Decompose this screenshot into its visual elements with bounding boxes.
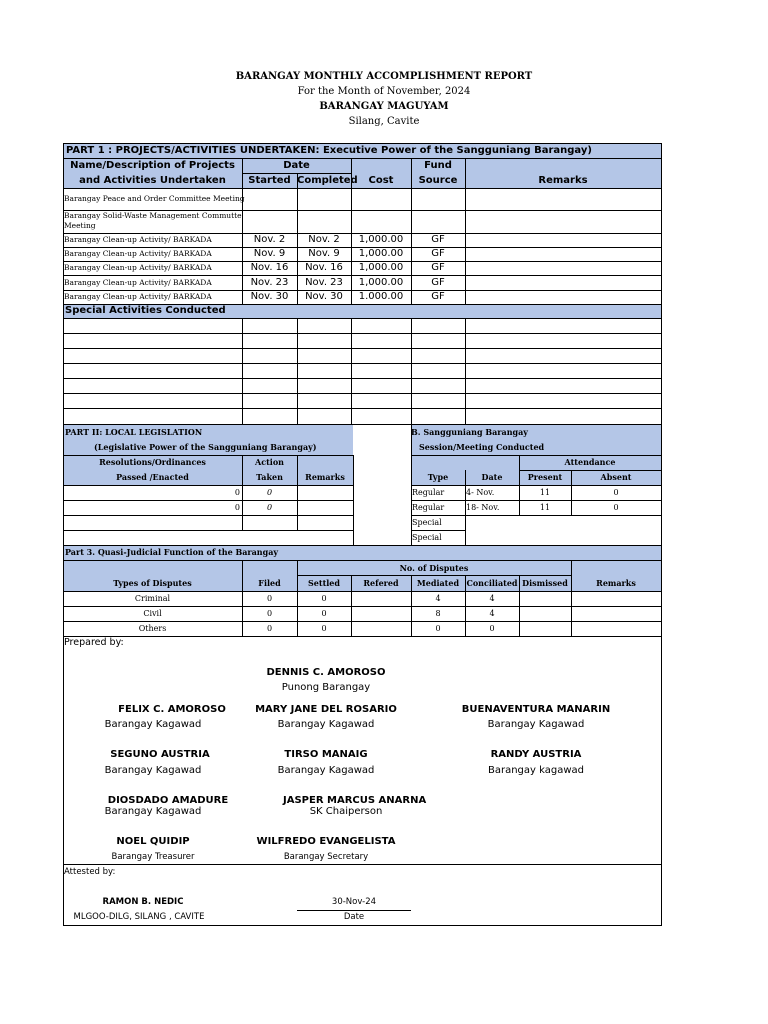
grid-line: [242, 261, 243, 275]
project-remarks: [465, 290, 661, 304]
barangay-location: Silang, Cavite: [348, 116, 420, 127]
project-cost: [351, 188, 411, 210]
session-present: 11: [539, 503, 551, 512]
project-completed: Nov. 30: [305, 291, 343, 302]
project-remarks: [465, 188, 661, 210]
wilfredo-title: Barangay Secretary: [283, 852, 369, 862]
project-completed: Nov. 23: [305, 277, 343, 288]
grid-line: [351, 275, 352, 290]
no-disputes-header: No. of Disputes: [399, 563, 469, 573]
grid-line: [661, 143, 662, 424]
project-remarks: [465, 261, 661, 275]
filed-header: Filed: [258, 578, 281, 588]
project-cost: [351, 210, 411, 233]
project-started: Nov. 30: [250, 291, 289, 302]
types-header: Types of Disputes: [113, 578, 192, 588]
dispute-refered: [351, 621, 411, 636]
dispute-settled: 0: [321, 594, 327, 603]
part2b-subtitle: Session/Meeting Conducted: [419, 442, 545, 452]
dispute-type: Criminal: [134, 594, 171, 603]
grid-line: [353, 455, 354, 545]
grid-line: [242, 247, 243, 261]
col-fund-header: Fund: [424, 160, 452, 171]
project-started: Nov. 23: [250, 277, 289, 288]
grid-line: [411, 530, 465, 531]
project-fund: GF: [431, 262, 445, 273]
grid-line: [63, 318, 661, 319]
dispute-settled: 0: [321, 624, 327, 633]
grid-line: [411, 233, 412, 247]
session-absent: [571, 530, 661, 545]
dismissed-header: Dismissed: [522, 578, 568, 588]
col-remarks-header: Remarks: [538, 175, 588, 186]
grid-line: [465, 363, 466, 378]
seguno-title: Barangay Kagawad: [104, 765, 202, 776]
session-type: Regular: [412, 488, 445, 497]
grid-line: [465, 158, 466, 188]
project-completed: Nov. 9: [308, 248, 340, 259]
project-fund: [411, 210, 465, 233]
felix-name: FELIX C. AMOROSO: [118, 704, 226, 715]
grid-line: [351, 188, 352, 210]
grid-line: [465, 318, 466, 333]
grid-line: [297, 408, 298, 424]
project-cost: 1,000.00: [358, 234, 404, 245]
grid-line: [411, 363, 412, 378]
project-started: Nov. 9: [253, 248, 286, 259]
project-started: [242, 188, 297, 210]
col-fund-header: Source: [418, 175, 458, 186]
project-name: Barangay Clean-up Activity/ BARKADA: [64, 263, 212, 272]
grid-line: [411, 393, 412, 408]
grid-line: [63, 424, 64, 545]
punong-name: DENNIS C. AMOROSO: [266, 667, 386, 678]
noel-title: Barangay Treasurer: [111, 852, 195, 862]
grid-line: [465, 333, 466, 348]
dispute-filed: 0: [266, 624, 273, 633]
res-header: Resolutions/Ordinances: [99, 457, 206, 467]
grid-line: [242, 210, 243, 233]
special-activities-title: Special Activities Conducted: [65, 305, 226, 316]
dispute-dismissed: [519, 591, 571, 606]
project-cost: 1.000.00: [358, 291, 404, 302]
session-present: [519, 515, 571, 530]
mj-title: Barangay Kagawad: [277, 719, 375, 730]
grid-line: [242, 275, 243, 290]
part1-title: PART 1 : PROJECTS/ACTIVITIES UNDERTAKEN: Executive Power of the Sangguniang Barangay): [66, 145, 592, 156]
grid-line: [351, 393, 352, 408]
grid-line: [465, 247, 466, 261]
dispute-mediated: 8: [435, 609, 441, 618]
grid-line: [63, 363, 661, 364]
grid-line: [465, 348, 466, 363]
grid-line: [411, 275, 412, 290]
grid-line: [297, 188, 298, 210]
refered-header: Refered: [363, 578, 399, 588]
session-absent: 0: [613, 488, 619, 497]
grid-line: [351, 247, 352, 261]
grid-line: [242, 408, 243, 424]
conciliated-header: Conciliated: [466, 578, 518, 588]
dispute-type: Civil: [143, 609, 162, 618]
project-name: Meeting: [64, 221, 96, 230]
grid-line: [63, 424, 661, 425]
dispute-filed: 0: [266, 609, 273, 618]
res-action: 0: [266, 488, 273, 497]
grid-line: [297, 318, 298, 333]
grid-line: [465, 275, 466, 290]
dispute-conciliated: 4: [489, 609, 495, 618]
grid-line: [351, 318, 352, 333]
settled-header: Settled: [308, 578, 340, 588]
mj-name: MARY JANE DEL ROSARIO: [255, 704, 397, 715]
res-header: Passed /Enacted: [116, 472, 189, 482]
grid-line: [63, 530, 353, 531]
grid-line: [297, 233, 298, 247]
project-fund: GF: [431, 234, 445, 245]
project-completed: [297, 188, 351, 210]
grid-line: [242, 333, 243, 348]
felix-title: Barangay Kagawad: [104, 719, 202, 730]
project-remarks: [465, 275, 661, 290]
part2-title: PART II: LOCAL LEGISLATION: [65, 427, 203, 437]
grid-line: [63, 333, 661, 334]
grid-line: [411, 247, 412, 261]
grid-line: [661, 424, 662, 545]
grid-line: [411, 333, 412, 348]
remarks-header: Remarks: [305, 472, 345, 482]
grid-line: [297, 290, 298, 304]
grid-line: [242, 233, 243, 247]
remarks-header: Remarks: [596, 578, 636, 588]
project-cost: 1,000.00: [358, 277, 404, 288]
grid-line: [465, 393, 466, 408]
grid-line: [297, 247, 298, 261]
grid-line: [297, 910, 411, 911]
dispute-dismissed: [519, 606, 571, 621]
grid-line: [351, 378, 352, 393]
grid-line: [411, 188, 412, 210]
dispute-refered: [351, 591, 411, 606]
project-cost: 1,000.00: [358, 248, 404, 259]
buena-title: Barangay Kagawad: [487, 719, 585, 730]
part2b-title: B. Sangguniang Barangay: [411, 427, 528, 437]
grid-line: [297, 348, 298, 363]
project-remarks: [465, 247, 661, 261]
dispute-mediated: 0: [435, 624, 441, 633]
grid-line: [242, 188, 243, 210]
tirso-name: TIRSO MANAIG: [284, 749, 368, 760]
grid-line: [465, 378, 466, 393]
grid-line: [242, 363, 243, 378]
project-started: Nov. 16: [250, 262, 289, 273]
grid-line: [242, 348, 243, 363]
grid-line: [411, 515, 661, 516]
barangay-name: BARANGAY MAGUYAM: [319, 101, 449, 112]
session-present: [519, 530, 571, 545]
grid-line: [411, 210, 412, 233]
col-date-header: Date: [283, 160, 310, 171]
grid-line: [411, 158, 412, 188]
project-name: Barangay Clean-up Activity/ BARKADA: [64, 278, 212, 287]
res-passed: 0: [234, 488, 240, 497]
grid-line: [297, 275, 298, 290]
mediated-header: Mediated: [416, 578, 460, 588]
dispute-conciliated: 4: [489, 594, 495, 603]
project-completed: [297, 210, 351, 233]
grid-line: [465, 210, 466, 233]
attendance-header: Attendance: [564, 457, 616, 467]
grid-line: [351, 408, 352, 424]
session-type: Special: [412, 533, 442, 542]
grid-line: [661, 545, 662, 926]
res-action: 0: [266, 503, 273, 512]
project-started: [242, 210, 297, 233]
session-date: [466, 515, 519, 530]
grid-line: [411, 261, 412, 275]
grid-line: [411, 408, 412, 424]
part3-title: Part 3. Quasi-Judicial Function of the Barangay: [65, 547, 279, 557]
dispute-dismissed: [519, 621, 571, 636]
project-name: Barangay Clean-up Activity/ BARKADA: [64, 249, 212, 258]
project-started: Nov. 2: [253, 234, 286, 245]
wilfredo-name: WILFREDO EVANGELISTA: [256, 836, 396, 847]
grid-line: [63, 143, 64, 424]
grid-line: [351, 158, 352, 188]
project-remarks: [465, 210, 661, 233]
grid-line: [297, 393, 298, 408]
ramon-name: RAMON B. NEDIC: [102, 897, 184, 907]
session-present: 11: [539, 488, 551, 497]
grid-line: [465, 233, 466, 247]
jasper-name: JASPER MARCUS ANARNA: [283, 795, 427, 806]
grid-line: [242, 393, 243, 408]
grid-line: [242, 290, 243, 304]
grid-line: [63, 408, 661, 409]
dispute-remarks: [571, 621, 661, 636]
session-date: 4- Nov.: [466, 488, 495, 497]
grid-line: [63, 378, 661, 379]
project-completed: Nov. 2: [308, 234, 340, 245]
grid-line: [297, 210, 298, 233]
dispute-refered: [351, 606, 411, 621]
report-month: For the Month of November, 2024: [297, 86, 471, 97]
date-value: 30-Nov-24: [331, 897, 377, 907]
project-fund: GF: [431, 291, 445, 302]
randy-title: Barangay kagawad: [487, 765, 584, 776]
noel-name: NOEL QUIDIP: [116, 836, 190, 847]
grid-line: [351, 363, 352, 378]
col-name-header: Name/Description of Projects: [70, 160, 235, 171]
grid-line: [351, 261, 352, 275]
col-started-header: Started: [248, 175, 291, 186]
dispute-settled: 0: [321, 609, 327, 618]
attested-by: Attested by:: [64, 867, 116, 877]
seguno-name: SEGUNO AUSTRIA: [110, 749, 210, 760]
project-cost: 1,000.00: [358, 262, 404, 273]
project-remarks: [465, 233, 661, 247]
date-header: Date: [481, 472, 503, 482]
grid-line: [297, 333, 298, 348]
dispute-remarks: [571, 591, 661, 606]
prepared-by: Prepared by:: [64, 637, 124, 648]
present-header: Present: [527, 472, 563, 482]
grid-line: [297, 363, 298, 378]
session-absent: [571, 515, 661, 530]
dispute-mediated: 4: [435, 594, 441, 603]
grid-line: [465, 408, 466, 424]
project-name: Barangay Solid-Waste Management Commutte: [64, 211, 242, 220]
col-name-header: and Activities Undertaken: [79, 175, 226, 186]
grid-line: [351, 333, 352, 348]
grid-line: [519, 470, 661, 471]
col-cost-header: Cost: [368, 175, 394, 186]
date-label: Date: [343, 912, 365, 922]
diosdado-title: Barangay Kagawad: [104, 806, 202, 817]
project-name: Barangay Clean-up Activity/ BARKADA: [64, 235, 212, 244]
grid-line: [411, 348, 412, 363]
jasper-title: SK Chaiperson: [309, 806, 383, 817]
grid-line: [411, 318, 412, 333]
grid-line: [465, 261, 466, 275]
tirso-title: Barangay Kagawad: [277, 765, 375, 776]
grid-line: [411, 500, 661, 501]
grid-line: [63, 348, 661, 349]
project-completed: Nov. 16: [305, 262, 343, 273]
randy-name: RANDY AUSTRIA: [490, 749, 582, 760]
project-fund: [411, 188, 465, 210]
grid-line: [242, 378, 243, 393]
project-name: Barangay Clean-up Activity/ BARKADA: [64, 292, 212, 301]
grid-line: [242, 158, 243, 188]
type-header: Type: [427, 472, 449, 482]
ramon-title: MLGOO-DILG, SILANG , CAVITE: [73, 912, 205, 922]
grid-line: [297, 378, 298, 393]
grid-line: [297, 261, 298, 275]
diosdado-name: DIOSDADO AMADURE: [107, 795, 229, 806]
project-fund: GF: [431, 248, 445, 259]
grid-line: [411, 378, 412, 393]
dispute-filed: 0: [266, 594, 273, 603]
report-title: BARANGAY MONTHLY ACCOMPLISHMENT REPORT: [235, 71, 533, 82]
grid-line: [297, 173, 298, 188]
grid-line: [63, 515, 353, 516]
absent-header: Absent: [600, 472, 632, 482]
grid-line: [351, 233, 352, 247]
grid-line: [351, 290, 352, 304]
session-absent: 0: [613, 503, 619, 512]
session-date: [466, 530, 519, 545]
grid-line: [242, 318, 243, 333]
punong-title: Punong Barangay: [281, 682, 371, 693]
project-fund: GF: [431, 277, 445, 288]
grid-line: [351, 348, 352, 363]
grid-line: [63, 864, 661, 865]
grid-line: [465, 290, 466, 304]
grid-line: [351, 210, 352, 233]
res-passed: 0: [234, 503, 240, 512]
session-date: 18- Nov.: [466, 503, 500, 512]
buena-name: BUENAVENTURA MANARIN: [461, 704, 611, 715]
grid-line: [63, 925, 661, 926]
dispute-remarks: [571, 606, 661, 621]
dispute-type: Others: [138, 624, 167, 633]
action-header: Taken: [256, 472, 283, 482]
grid-line: [63, 636, 661, 637]
grid-line: [63, 393, 661, 394]
grid-line: [297, 455, 298, 530]
col-completed-header: Completed: [297, 175, 358, 186]
grid-line: [465, 188, 466, 210]
project-name: Barangay Peace and Order Committee Meeting: [64, 194, 245, 203]
dispute-conciliated: 0: [489, 624, 495, 633]
grid-line: [411, 290, 412, 304]
action-header: Action: [255, 457, 284, 467]
session-type: Special: [412, 518, 442, 527]
part2-subtitle: (Legislative Power of the Sangguniang Barangay): [94, 442, 317, 452]
session-type: Regular: [412, 503, 445, 512]
